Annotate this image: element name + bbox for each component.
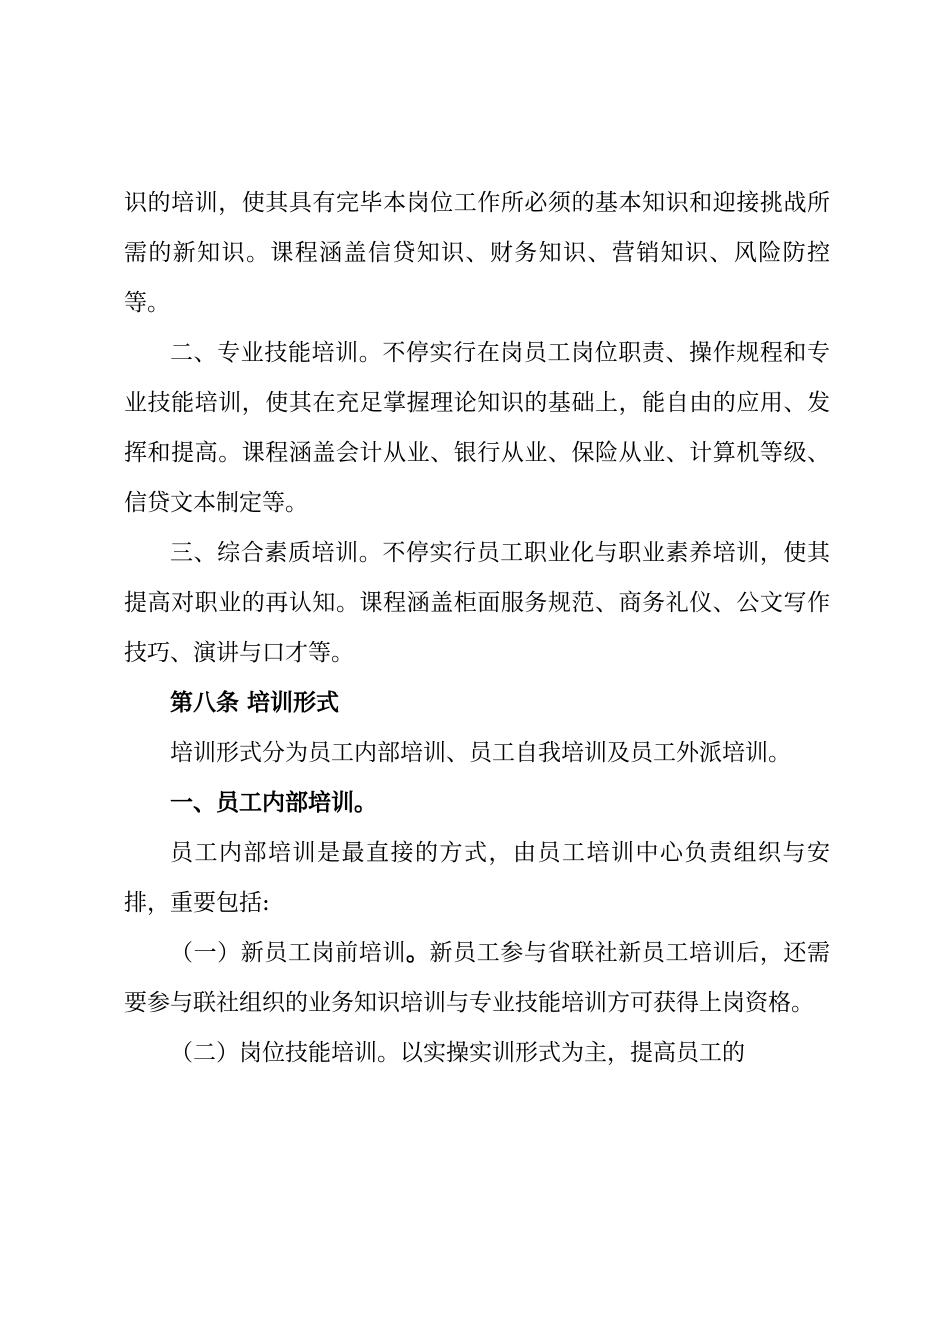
new-employee-training-period: 。	[405, 940, 430, 966]
paragraph-professional-skill-training: 二、专业技能培训。不停实行在岗员工岗位职责、操作规程和专业技能培训，使其在充足掌握理论知识的基础上，能自由的应用、发挥和提高。课程涵盖会计从业、银行从业、保险从业、计算机等级、信贷文本制定等。	[124, 340, 830, 516]
section-internal-training-heading: 一、员工内部培训。	[170, 790, 377, 816]
new-employee-training-lead: （一）新员工岗前培训	[170, 940, 406, 966]
new-employee-training-text: 新员工参与省联社新员工培训后，还需要参与联社组织的业务知识培训与专业技能培训方可获得上岗资格。	[124, 940, 831, 1016]
document-body	[124, 178, 830, 1078]
paragraph-new-employee-training	[124, 928, 830, 1028]
paragraph-knowledge-training-continued: 识的培训，使其具有完毕本岗位工作所必须的基本知识和迎接挑战所需的新知识。课程涵盖信贷知识、财务知识、营销知识、风险防控等。	[124, 190, 830, 316]
paragraph-internal-training: 员工内部培训是最直接的方式，由员工培训中心负责组织与安排，重要包括:	[124, 840, 830, 916]
paragraph-job-skill-training: （二）岗位技能培训。以实操实训形式为主，提高员工的	[170, 1040, 745, 1066]
paragraph-comprehensive-quality-training: 三、综合素质培训。不停实行员工职业化与职业素养培训，使其提高对职业的再认知。课程涵盖柜面服务规范、商务礼仪、公文写作技巧、演讲与口才等。	[124, 540, 830, 666]
article-eight-heading: 第八条 培训形式	[170, 690, 340, 716]
paragraph-training-forms: 培训形式分为员工内部培训、员工自我培训及员工外派培训。	[170, 740, 791, 766]
